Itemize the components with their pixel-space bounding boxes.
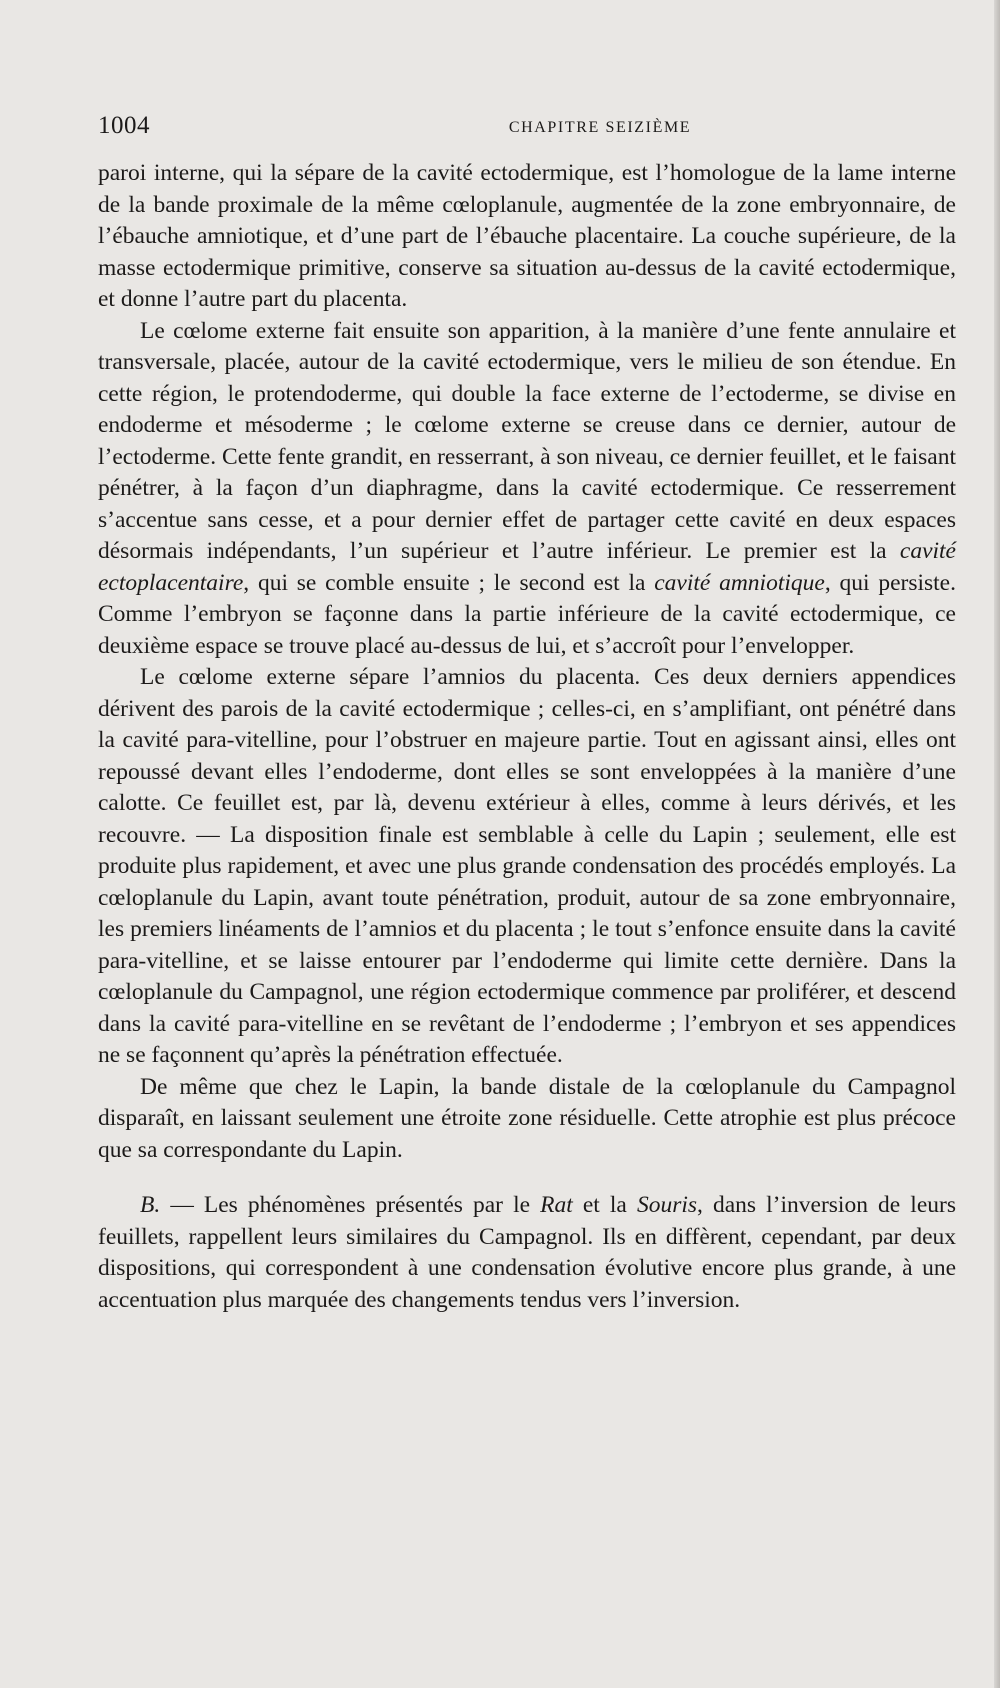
paragraph-5-text-a: — Les phénomènes présentés par le [160,1192,541,1218]
paragraph-2-text-a: Le cœlome externe fait ensuite son apparition, à la manière d’une fente annulaire et transversale, placée, autour de la cavité ectodermique, vers le milieu de son étendue. En cette région, le protendoderme, qui double la face externe de l’ectoderme, se divise en endoderme et mésoderme ; le cœlome externe se creuse dans ce dernier, autour de l’ectoderme. Cette fente grandit, en resserrant, à son niveau, ce dernier feuillet, et le faisant pénétrer, à la façon d’un diaphragme, dans la cavité ectodermique. Ce resserrement s’accentue sans cesse, et a pour dernier effet de partager cette cavité en deux espaces désormais indépendants, l’un supérieur et l’autre inférieur. Le premier est la [98,317,956,564]
page-edge-shadow [994,0,1000,1688]
running-head [98,112,952,152]
chapter-title: CHAPITRE SEIZIÈME [508,119,692,136]
paragraph-1: paroi interne, qui la sépare de la cavité ectodermique, est l’homologue de la lame interne de la bande proximale de la même cœloplanule, augmentée de la zone embryonnaire, de l’ébauche amniotique, et d’une part de l’ébauche placentaire. La couche supérieure, de la masse ectodermique primitive, conserve sa situation au-dessus de la cavité ectodermique, et donne l’autre part du placenta. [98,160,956,312]
paragraph-4: De même que chez le Lapin, la bande distale de la cœloplanule du Campagnol disparaît, en laissant seulement une étroite zone résiduelle. Cette atrophie est plus précoce que sa correspondante du Lapin. [98,1073,956,1163]
term-souris: Souris [636,1192,698,1218]
paragraph-5 [98,1190,956,1316]
term-rat: Rat [540,1192,573,1218]
body-text [98,158,956,1316]
paragraph-2-text-c: , qui persiste. Comme l’embryon se façonne dans la partie inférieure de la cavité ectodermique, ce deuxième espace se trouve placé au-dessus de lui, et s’accroît pour l’envelopper. [98,569,956,659]
term-cavite-ectoplacentaire: cavité ectoplacentaire [98,538,956,596]
paragraph-2 [98,316,956,663]
paragraph-5-text-b: et la [572,1192,637,1218]
paragraph-3: Le cœlome externe sépare l’amnios du placenta. Ces deux derniers appendices dérivent des parois de la cavité ectodermique ; celles-ci, en s’amplifiant, ont pénétré dans la cavité para-vitelline, pour l’obstruer en majeure partie. Tout en agissant ainsi, elles ont repoussé devant elles l’endoderme, dont elles se sont enveloppées à la manière d’une calotte. Ce feuillet est, par là, devenu extérieur à elles, comme à leurs dérivés, et les recouvre. — La disposition finale est semblable à celle du Lapin ; seulement, elle est produite plus rapidement, et avec une plus grande condensation des procédés employés. La cœloplanule du Lapin, avant toute pénétration, produit, autour de sa zone embryonnaire, les premiers linéaments de l’amnios et du placenta ; le tout s’enfonce ensuite dans la cavité para-vitelline, et se laisse entourer par l’endoderme qui limite cette dernière. Dans la cœloplanule du Campagnol, une région ectodermique commence par proliférer, et descend dans la cavité para-vitelline en se revêtant de l’endoderme ; l’embryon et ses appendices ne se façonnent qu’après la pénétration effectuée. [98,664,956,1068]
paragraph-5-text-c: , dans l’inversion de leurs feuillets, rappellent leurs similaires du Campagnol. Ils en diffèrent, cependant, par deux dispositions, qui correspondent à une condensation évolutive encore plus grande, à une accentuation plus marquée des changements tendus vers l’inversion. [98,1192,956,1313]
paragraph-2-text-b: , qui se comble ensuite ; le second est la [243,569,655,596]
term-cavite-amniotique: cavité amniotique [654,569,825,596]
section-label-b: B. [140,1192,161,1218]
page-number: 1004 [98,112,150,139]
